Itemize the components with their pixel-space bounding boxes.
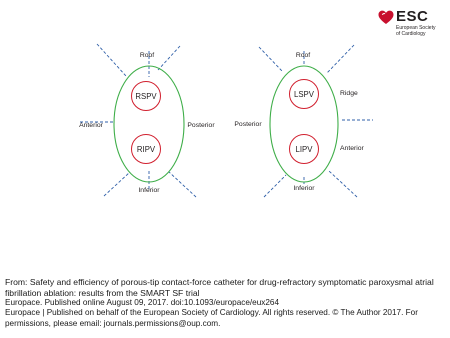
logo-acronym: ESC: [396, 8, 429, 25]
figure-caption: [5, 277, 445, 329]
left-segment-lines: [259, 45, 373, 197]
left-inferior-label: Inferior: [293, 185, 315, 192]
left-anterior-label: Anterior: [340, 145, 364, 152]
right-inferior-label: Inferior: [138, 187, 160, 194]
right-veins-diagram: [79, 44, 215, 197]
left-posterior-label: Posterior: [234, 121, 262, 128]
left-veins-diagram: [234, 45, 373, 197]
logo-name-line-2: of Cardiology: [396, 31, 426, 37]
caption-title: From: Safety and efficiency of porous-tip contact-force catheter for drug-refractory symptomatic paroxysmal atrial fibrillation ablation: results from the SMART SF trial: [5, 277, 434, 298]
right-atrium-ellipse: [114, 66, 184, 182]
rspv-label: RSPV: [135, 92, 157, 101]
lspv-label: LSPV: [294, 90, 314, 99]
left-ridge-label: Ridge: [340, 90, 358, 97]
ripv-label: RIPV: [136, 145, 156, 154]
left-atrium-ellipse: [270, 66, 338, 182]
lipv-label: LIPV: [295, 145, 313, 154]
right-posterior-label: Posterior: [187, 122, 215, 129]
left-roof-label: Roof: [295, 52, 311, 59]
right-anterior-label: Anterior: [79, 122, 103, 129]
caption-publisher-note: Europace | Published on behalf of the European Society of Cardiology. All rights reserved. © The Author 2017. For permissions, please email: journals.permissions@oup.com.: [5, 308, 418, 328]
right-segment-lines: [80, 44, 196, 197]
logo-name-line-1: European Society: [396, 25, 436, 31]
right-roof-label: Roof: [139, 52, 155, 59]
caption-citation: Europace. Published online August 09, 2017. doi:10.1093/europace/eux264: [5, 298, 280, 308]
